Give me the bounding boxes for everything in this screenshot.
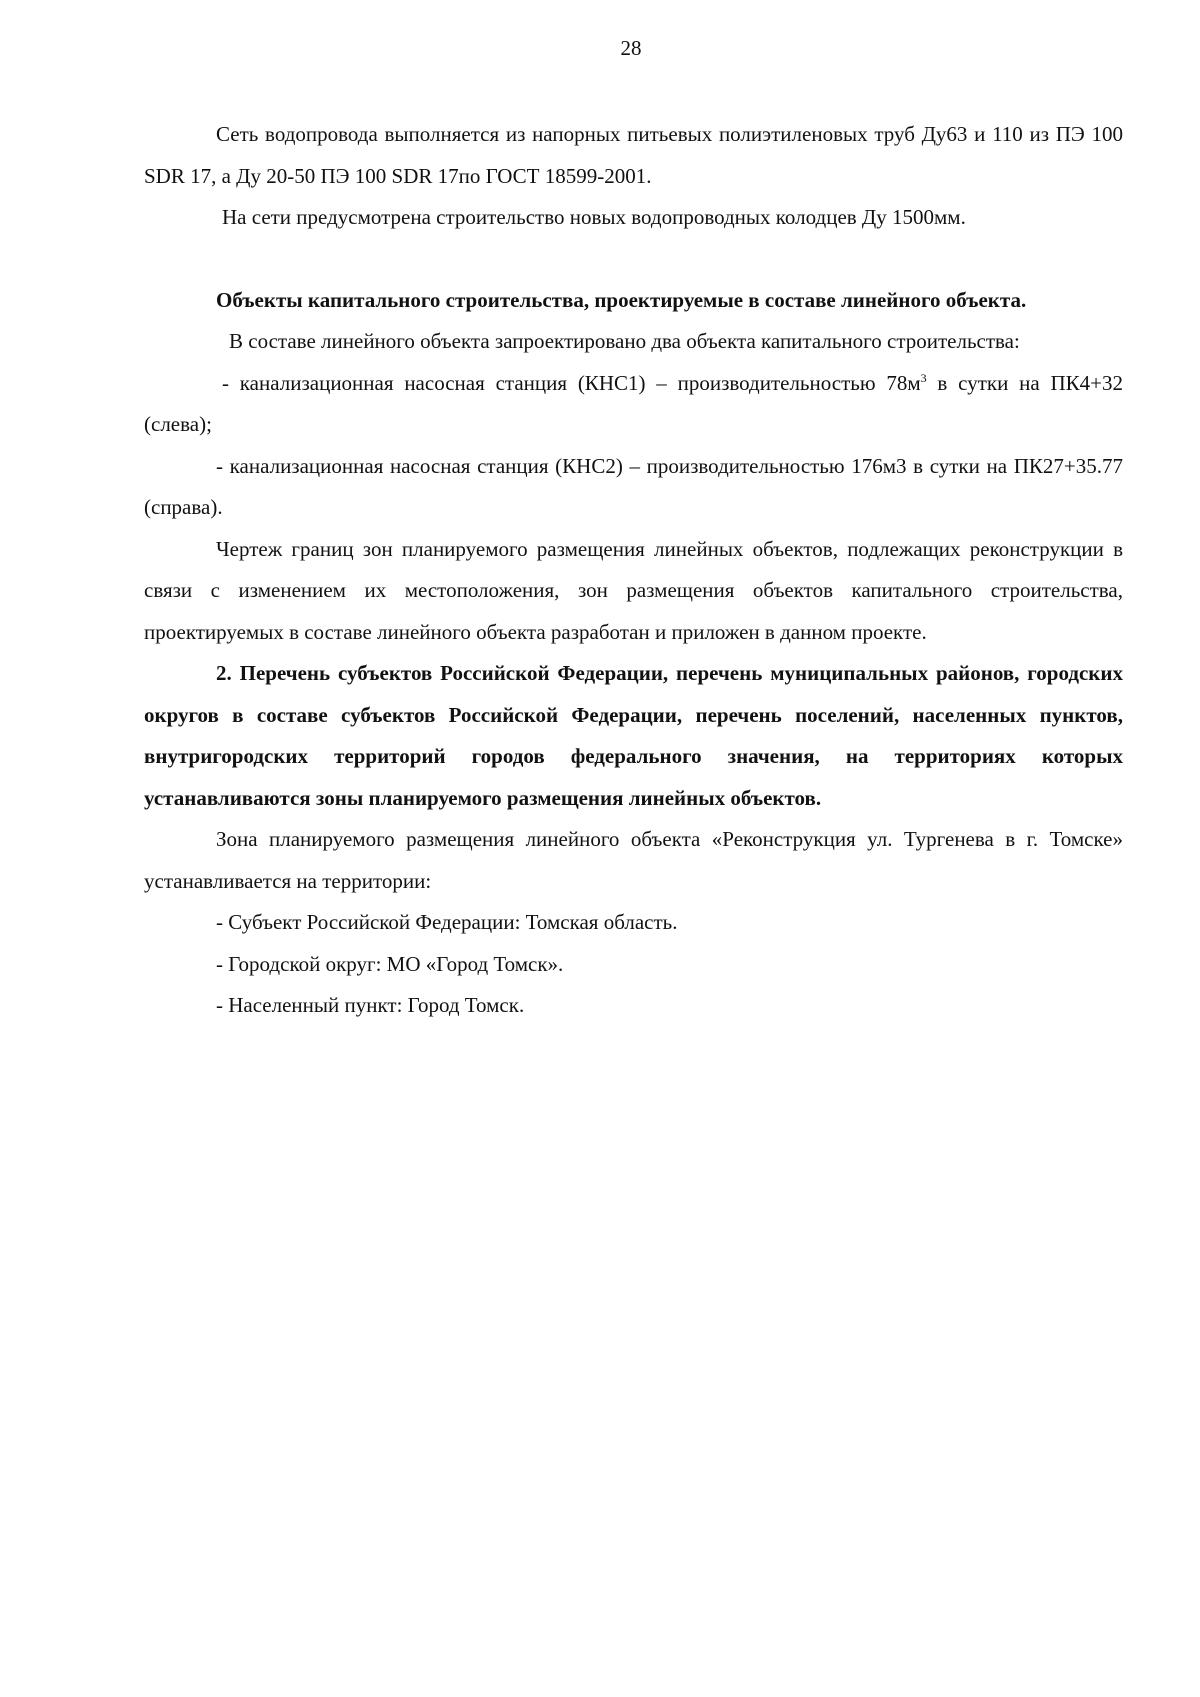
kns1-superscript: 3 bbox=[920, 370, 927, 385]
kns1-text: - канализационная насосная станция (КНС1) – производительностью 78м bbox=[222, 370, 921, 395]
list-item-subject: - Субъект Российской Федерации: Томская область. bbox=[216, 910, 678, 934]
paragraph-zone: Зона планируемого размещения линейного объекта «Реконструкция ул. Тургенева в г. Томске» устанавливается на территории: bbox=[144, 827, 1123, 893]
paragraph-two-objects: В составе линейного объекта запроектировано два объекта капитального строительства: bbox=[229, 329, 1020, 353]
paragraph-water-network: Сеть водопровода выполняется из напорных питьевых полиэтиленовых труб Ду63 и 110 из ПЭ 100 SDR 17, а Ду 20-50 ПЭ 100 SDR 17по ГОСТ 18599-2001. bbox=[144, 122, 1123, 188]
document-body bbox=[144, 114, 1123, 1027]
heading-capital-objects: Объекты капитального строительства, проектируемые в составе линейного объекта. bbox=[216, 287, 1027, 312]
list-item-settlement: - Населенный пункт: Город Томск. bbox=[216, 993, 525, 1017]
page-number: 28 bbox=[620, 36, 642, 60]
list-item-kns2: - канализационная насосная станция (КНС2) – производительностью 176м3 в сутки на ПК27+35.77 (справа). bbox=[144, 453, 1123, 519]
list-item-kns1 bbox=[144, 363, 1123, 446]
paragraph-drawing: Чертеж границ зон планируемого размещения линейных объектов, подлежащих реконструкции в связи с изменением их местоположения, зон размещения объектов капитального строительства, проектируемых в составе линейного объекта разработан и приложен в данном проекте. bbox=[144, 536, 1123, 644]
paragraph-wells: На сети предусмотрена строительство новых водопроводных колодцев Ду 1500мм. bbox=[222, 205, 966, 229]
kns1-text-end: в сутки на ПК4+32 (слева); bbox=[144, 370, 1123, 436]
heading-subjects-list: 2. Перечень субъектов Российской Федерации, перечень муниципальных районов, городских округов в составе субъектов Российской Федерации, перечень поселений, населенных пунктов, внутригородских территорий городов федерального значения, на территориях которых устанавливаются зоны планируемого размещения линейных объектов. bbox=[144, 661, 1123, 810]
list-item-city-district: - Городской округ: МО «Город Томск». bbox=[216, 951, 564, 976]
